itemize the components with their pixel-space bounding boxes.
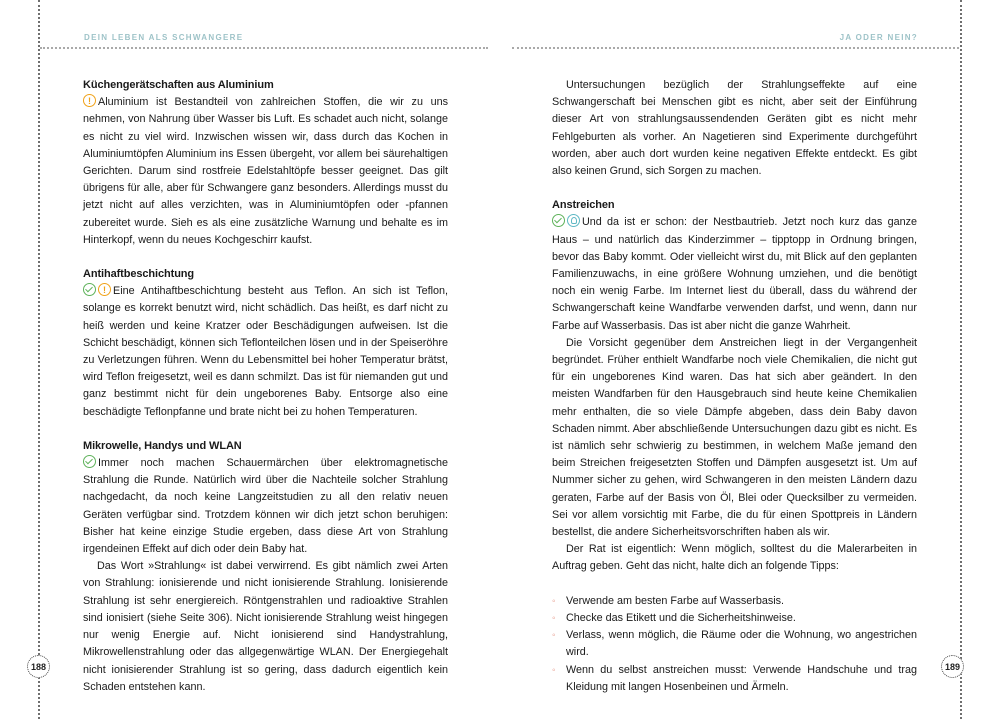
running-head-left: DEIN LEBEN ALS SCHWANGERE	[84, 33, 244, 42]
page-number-right: 189	[941, 655, 964, 678]
page-border-right	[960, 0, 962, 719]
list-item: ◦ Wenn du selbst anstreichen musst: Verwende Handschuhe und trag Kleidung mit langen Hosenbeinen und Ärmeln.	[552, 662, 917, 696]
section-aluminium	[83, 77, 448, 249]
exclamation-circle-icon	[98, 283, 111, 296]
check-circle-icon	[552, 214, 565, 227]
section-title: Antihaftbeschichtung	[83, 268, 195, 281]
left-column	[83, 77, 448, 696]
section-title: Küchengerätschaften aus Aluminium	[83, 79, 274, 91]
section-text: Der Rat ist eigentlich: Wenn möglich, solltest du die Malerarbeiten in Auftrag geben. Geht das nicht, halte dich an folgende Tipps:	[552, 543, 917, 573]
section-anstreichen	[552, 197, 917, 696]
running-head-right: JA ODER NEIN?	[839, 33, 918, 42]
check-circle-icon	[83, 283, 96, 296]
section-text: Und da ist er schon: der Nestbautrieb. Jetzt noch kurz das ganze Haus – und natürlich das Kinderzimmer – tipptopp in Ordnung bringen, bevor das Baby kommt. Oder vielleicht wirst du, mit Blick auf den geplanten Familienzuwachs, in eine größere Wohnung umziehen, und die benötigt noch ein wenig Farbe. Im Internet liest du überall, dass du während der Schwangerschaft keine Wandfarbe verwenden darfst, und wenn, dann nur Farbe auf Wasserbasis. Das ist aber nicht die ganze Wahrheit.	[552, 216, 917, 332]
section-text: Die Vorsicht gegenüber dem Anstreichen liegt in der Vergangenheit begründet. Früher enthielt Wandfarbe noch viele Chemikalien, die nicht gut für ein ungeborenes Kind waren. Das hat sich aber geändert. In den meisten Wandfarben für den Hausgebrauch sind heute keine Chemikalien mehr enthalten, die so viele Dämpfe abgeben, dass dein Baby davon Schaden nimmt. Aber abschließende Untersuchungen dazu gibt es nicht. Es ist nämlich sehr schwierig zu bestimmen, in welchem Maße jemand den beim Streichen freigesetzten Stoffen und Dämpfen ausgesetzt ist. Um auf Nummer sicher zu gehen, wird Schwangeren in den meisten Ländern dazu geraten, Farbe auf der Basis von Öl, Blei oder Quecksilber zu vermeiden. Sei vor allem vorsichtig mit Farbe, die du für einen Spottpreis in Ländern bestellst, die andere Sicherheitsvorschriften haben als wir.	[552, 336, 917, 539]
right-column	[552, 77, 917, 696]
header-rule-left	[40, 47, 488, 49]
section-text: !Eine Antihaftbeschichtung besteht aus Teflon. An sich ist Teflon, solange es korrekt benutzt wird, nicht schädlich. Das heißt, es darf nicht zu heiß werden und keine Kratzer oder Beschädigungen aufweisen. Ist die Schicht beschädigt, können sich Teflonteilchen lösen und in der Speiseröhre zu Verletzungen führen. Wenn du Lebensmittel bei hoher Temperatur brätst, wird Teflon freigesetzt, weil es dann schmilzt. Das ist für niemanden gut und ganz bestimmt nicht für dein ungeborenes Baby. Entsorge also eine beschädigte Teflonpfanne und brate nicht bei zu hohen Temperaturen.	[83, 283, 448, 421]
section-text: Das Wort »Strahlung« ist dabei verwirrend. Es gibt nämlich zwei Arten von Strahlung: ionisierende und nicht ionisierende Strahlung. Ionisierende Strahlung ist sehr energiereich. Röntgenstrahlen und radioaktive Strahlen sind ionisiert (siehe Seite 306). Nicht ionisierende Strahlung weist hingegen nur wenig Energie auf. Nicht ionisierend sind Handystrahlung, Mikrowellenstrahlung oder das allgegenwärtige WLAN. Der Energiegehalt nicht ionisierender Strahlung ist so gering, dass dadurch eigentlich kein Schaden entstehen kann.	[83, 560, 448, 693]
list-item: ◦ Checke das Etikett und die Sicherheitshinweise.	[552, 610, 917, 627]
section-text: Immer noch machen Schauermärchen über elektromagnetische Strahlung die Runde. Natürlich wird über die Nachteile solcher Strahlung nachgedacht, da noch keine Langzeitstudien zu all den relativ neuen Geräten verfügbar sind. Trotzdem können wir dich jetzt schon beruhigen: Bisher hat keine einzige Studie ergeben, dass diese Art von Strahlung irgendeinen Effekt auf dich oder dein Baby hat.	[83, 457, 448, 556]
section-wlan	[83, 438, 448, 696]
header-rule-right	[512, 47, 959, 49]
section-title: Mikrowelle, Handys und WLAN	[83, 439, 242, 452]
section-title: Anstreichen	[552, 199, 615, 212]
tips-list	[552, 593, 917, 696]
list-item: ◦ Verlass, wenn möglich, die Räume oder die Wohnung, wo angestrichen wird.	[552, 627, 917, 661]
exclamation-circle-icon	[83, 94, 96, 107]
lightbulb-icon	[567, 214, 580, 227]
section-text: !Aluminium ist Bestandteil von zahlreichen Stoffen, die wir zu uns nehmen, von Nahrung über Wasser bis Luft. Es schadet auch nicht, solange es nicht zu viel wird. Inzwischen wissen wir, dass durch das Kochen in Aluminiumtöpfen Aluminium ins Essen übergeht, vor allem bei säurehaltigen Gerichten. Darum sind rostfreie Edelstahltöpfe besser geeignet. Das gilt übrigens für alle, aber für Schwangere ganz besonders. Allerdings musst du jetzt nicht auf alles verzichten, was in Aluminiumtöpfen oder -pfannen zubereitet wurde. Sieh es als eine zusätzliche Warnung und behalte es im Hinterkopf, wenn du neues Kochgeschirr kaufst.	[83, 94, 448, 249]
list-item: ◦ Verwende am besten Farbe auf Wasserbasis.	[552, 593, 917, 610]
section-antihaft	[83, 266, 448, 421]
page-border-left	[38, 0, 40, 719]
check-circle-icon	[83, 455, 96, 468]
intro-text: Untersuchungen bezüglich der Strahlungseffekte auf eine Schwangerschaft bei Menschen gibt es nicht, aber seit der Einführung dieser Art von strahlungsaussendenden Geräten gibt es nicht mehr Fehlgeburten als vorher. An Nagetieren sind Experimente durchgeführt worden, aber auch dort wurden keine negativen Effekte entdeckt. Es gibt also keinen Grund, sich Sorgen zu machen.	[552, 79, 917, 178]
page-number-left: 188	[27, 655, 50, 678]
